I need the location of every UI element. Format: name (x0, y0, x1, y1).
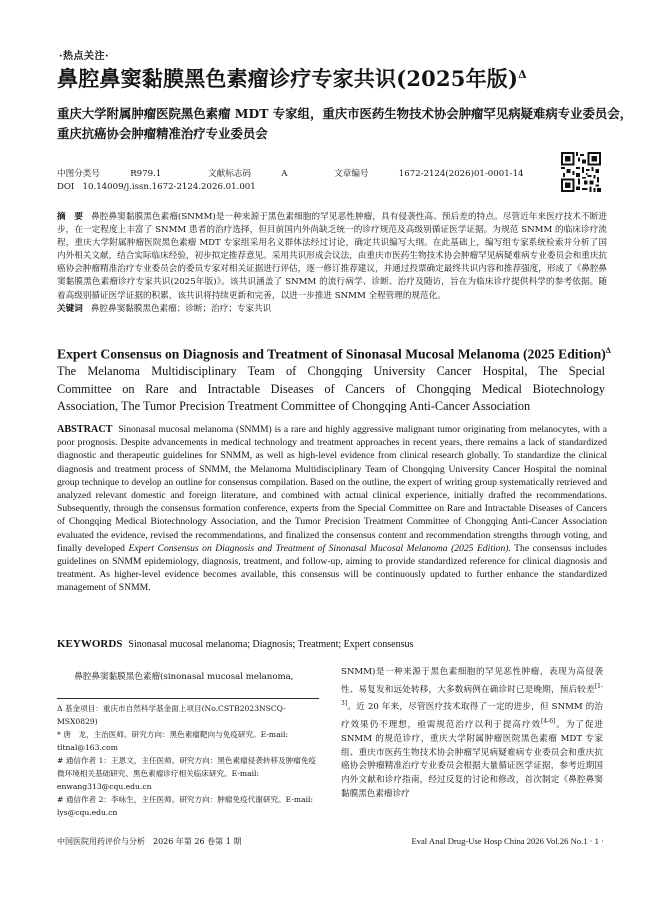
keywords-cn (57, 303, 607, 316)
clc-field (57, 169, 183, 179)
qr-code-icon[interactable] (561, 152, 601, 192)
keywords-en-label: KEYWORDS (57, 638, 123, 650)
footnote-divider (57, 698, 319, 699)
author-groups: 重庆大学附属肿瘤医院黑色素瘤 MDT 专家组，重庆市医药生物技术协会肿瘤罕见病疑难病专业委员会，重庆抗癌协会肿瘤精准治疗专业委员会 (57, 106, 633, 141)
article-no-field (334, 169, 545, 179)
article-title-text: 鼻腔鼻窦黏膜黑色素瘤诊疗专家共识(2025年版) (57, 66, 519, 91)
doc-code-field (208, 169, 309, 179)
abstract-en-label: ABSTRACT (57, 424, 113, 435)
footer-journal-en: Eval Anal Drug-Use Hosp China 2026 Vol.26 No.1 · 1 · (411, 836, 604, 846)
doi-value: 10.14009/j.issn.1672-2124.2026.01.001 (82, 182, 256, 192)
footer-journal-cn: 中国医院用药评价与分析 2026 年第 26 卷第 1 期 (57, 837, 242, 846)
doi-label: DOI (57, 182, 75, 192)
footnote-author: * 唐 龙，主治医师。研究方向：黑色素瘤靶向与免疫研究。E-mail: tltnal@163.com (57, 730, 289, 752)
body-text: 。近 20 年来，尽管医疗技术取得了一定的进步，但 SNMM 的治疗效果仍不理想，亟需规范治疗以利于提高疗效 (341, 702, 603, 730)
body-text: SNMM)是一种来源于黑色素细胞的罕见恶性肿瘤，表现为高侵袭性、易复发和远处转移，大多数病例在确诊时已是晚期，预后较差 (341, 667, 603, 695)
title-footnote-mark: Δ (518, 68, 527, 81)
abstract-en-italic: Expert Consensus on Diagnosis and Treatment of Sinonasal Mucosal Melanoma (2025 Edition) (128, 542, 509, 554)
english-authors (57, 363, 605, 416)
english-title (57, 346, 617, 363)
abstract-en-tail: . The consensus includes guidelines on SNMM epidemiology, diagnosis, treatment, and follow-up, aiming to provide standardized reference for clinical diagnosis and treatment. As higher-level evidence becomes available, this consensus will be continuously updated to further enhance the standardized management of SNMM. (57, 542, 607, 594)
doi-line (57, 182, 256, 192)
footnote-fund: Δ 基金项目：重庆市自然科学基金面上项目(No.CSTB2023NSCQ-MSX0829) (57, 704, 286, 726)
abstract-cn-label: 摘 要 (57, 212, 84, 222)
article-no-value: 1672-2124(2026)01-0001-14 (398, 169, 524, 179)
footnote-corresponding-1: # 通信作者 1：王恩文，主任医师。研究方向：黑色素瘤侵袭转移及肿瘤免疫微环境相关基础研究、黑色素瘤诊疗相关临床研究。E-mail: enwang313@cqu.edu.cn (57, 756, 317, 791)
body-text: 。为了促进 SNMM 的规范诊疗，重庆大学附属肿瘤医院黑色素瘤 MDT 专家组、重庆市医药生物技术协会肿瘤罕见病疑难病专业委员会和重庆抗癌协会肿瘤精准治疗专业委员会根据大量循证医学证据，参考近期国内外文献和诊疗指南，经过反复的讨论和修改，首次制定《鼻腔鼻窦黏膜黑色素瘤诊疗 (341, 719, 603, 799)
abstract-en-text: Sinonasal mucosal melanoma (SNMM) is a rare and highly aggressive malignant tumor originating from melanocytes, with a poor prognosis. Despite advancements in medical technology and treatment approaches in recent years, there remains a lack of standardized diagnostic and therapeutic guidelines for SNMM, as well as high-level evidence from clinical research globally. To standardize the clinical diagnosis and treatment process of SNMM, the Melanoma Multidisciplinary Team of Chongqing University Cancer Hospital the nominal group technique to develop an outline for consensus compilation. Based on the outline, the expert of writing group systematically retrieved and analyzed relevant domestic and foreign literature, and combined with actual clinical experience, initially drafted the recommendations. Subsequently, through the consensus formation conference, experts from the Special Committee on Rare and Intractable Diseases of Cancers of Chongqing Medical Biotechnology Association, and the Tumor Precision Treatment Committee of Chongqing Anti-Cancer Association evaluated the evidence, revised the recommendations, and finalized the consensus content and recommendation strengths through voting, and finally developed (57, 424, 607, 554)
article-metadata (57, 167, 568, 179)
clc-value: R979.1 (130, 169, 162, 179)
abstract-cn-body (57, 211, 607, 303)
abstract-cn-text: 鼻腔鼻窦黏膜黑色素瘤(SNMM)是一种来源于黑色素细胞的罕见恶性肿瘤，具有侵袭性高、预后差的特点。尽管近年来医疗技术不断进步，在一定程度上丰富了 SNMM 患者的治疗选择，但目前国内外尚缺乏统一的诊疗规范及高级别循证医学证据。为规范 SNMM 的临床诊疗流程，重庆大学附属肿瘤医院黑色素瘤 MDT 专家组采用名义群体法经过讨论，确定共识编写大纲。在此基础上，编写组专家系统检索并分析了国内外相关文献，结合实际临床经验，初步拟定推荐意见。采用共识形成会议法，由重庆市医药生物技术协会肿瘤罕见病疑难病专业委员会和重庆抗癌协会肿瘤精准治疗专业委员会的委员专家对相关证据进行评估，逐一修订推荐建议，并通过投票确定最终共识内容和推荐强度，形成了《鼻腔鼻窦黏膜黑色素瘤诊疗专家共识(2025年版)》。该共识涵盖了 SNMM 的流行病学、诊断、治疗及随访，旨在为临床诊疗提供科学的参考依据。随着高级别循证医学证据的积累，该共识将持续更新和完善，以进一步推进 SNMM 全程管理的规范化。 (57, 212, 608, 301)
keywords-english (57, 638, 607, 650)
citation-link[interactable]: [1-3] (341, 682, 603, 708)
clc-label: 中图分类号 (57, 169, 100, 179)
keywords-en-text: Sinonasal mucosal melanoma; Diagnosis; Treatment; Expert consensus (128, 639, 414, 650)
footnote-corresponding-2: # 通信作者 2：李咏生，主任医师。研究方向：肿瘤免疫代谢研究。E-mail: lys@cqu.edu.cn (57, 795, 314, 817)
english-authors-line: The Melanoma Multidisciplinary Team of Chongqing University Cancer Hospital, The Special (57, 364, 605, 378)
english-title-text: Expert Consensus on Diagnosis and Treatment of Sinonasal Mucosal Melanoma (2025 Edition) (57, 346, 606, 362)
abstract-chinese (57, 211, 607, 316)
footnotes (57, 702, 319, 819)
doc-code-value: A (281, 169, 288, 179)
keywords-cn-label: 关键词 (57, 303, 83, 314)
article-title (57, 66, 647, 91)
column-tag: ·热点关注· (59, 51, 109, 62)
doc-code-label: 文献标志码 (208, 169, 251, 179)
english-title-mark: Δ (605, 346, 611, 355)
article-no-label: 文章编号 (334, 169, 369, 179)
citation-link[interactable]: [4-6] (541, 718, 556, 726)
body-left-intro: 鼻腔鼻窦黏膜黑色素瘤(sinonasal mucosal melanoma, (74, 672, 294, 682)
english-authors-line: Association, The Tumor Precision Treatment Committee of Chongqing Anti-Cancer Association (57, 399, 531, 413)
body-right-column (341, 666, 603, 802)
keywords-cn-text: 鼻腔鼻窦黏膜黑色素瘤；诊断；治疗；专家共识 (90, 303, 272, 314)
english-authors-line: Committee on Rare and Intractable Diseases of Cancers of Chongqing Medical Biotechnology (57, 381, 605, 396)
abstract-english (57, 423, 607, 595)
